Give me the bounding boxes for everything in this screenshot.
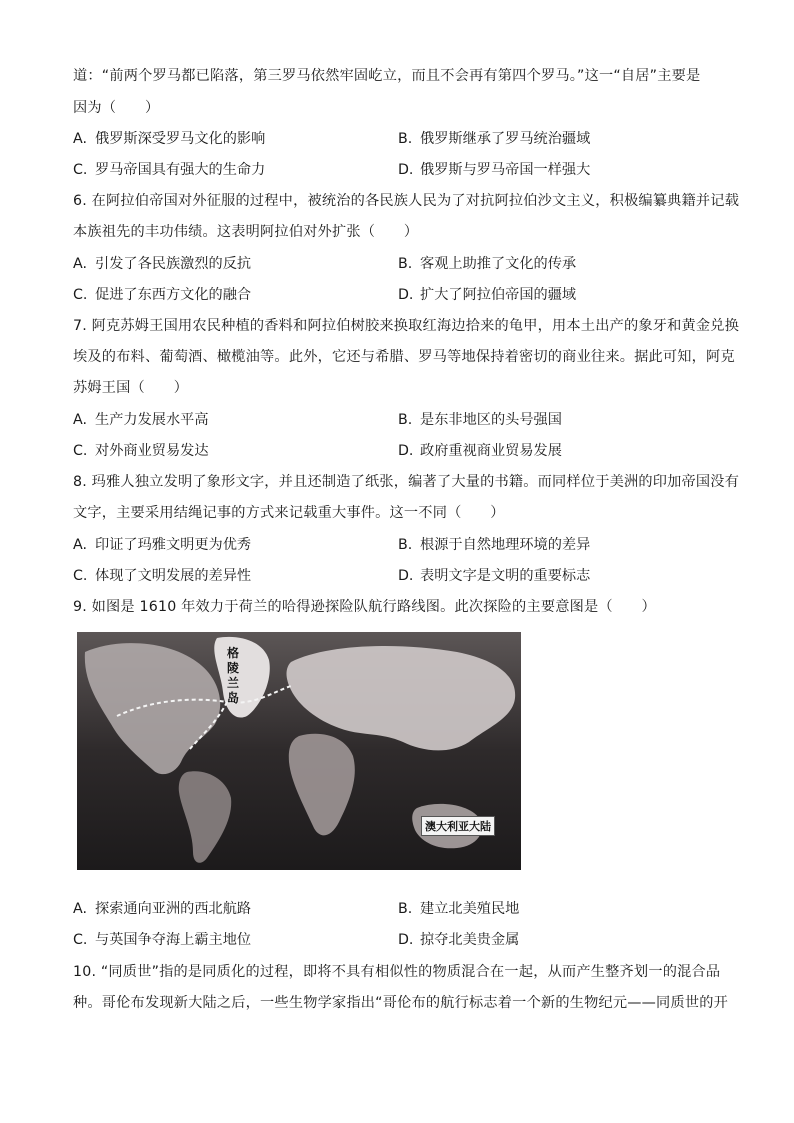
q7-stem-line-1: 7. 阿克苏姆王国用农民种植的香料和阿拉伯树胶来换取红海边拾来的龟甲，用本土出产的象牙和黄金兑换 [73,318,740,334]
q7-option-b[interactable]: B. 是东非地区的头号强国 [398,412,562,428]
q5-option-a[interactable]: A. 俄罗斯深受罗马文化的影响 [73,131,266,147]
q8-option-c[interactable]: C. 体现了文明发展的差异性 [73,568,252,584]
q5-stem-line-1: 道：“前两个罗马都已陷落，第三罗马依然牢固屹立，而且不会再有第四个罗马。”这一“自居”主要是 [73,68,701,84]
q10-stem-line-2: 种。哥伦布发现新大陆之后，一些生物学家指出“哥伦布的航行标志着一个新的生物纪元——同质世的开 [73,995,728,1011]
q9-option-c[interactable]: C. 与英国争夺海上霸主地位 [73,932,252,948]
q6-option-d[interactable]: D. 扩大了阿拉伯帝国的疆域 [398,287,577,303]
q8-option-b[interactable]: B. 根源于自然地理环境的差异 [398,537,591,553]
map-label-greenland: 格陵兰岛 [227,646,240,705]
map-label-australia: 澳大利亚大陆 [421,816,495,836]
q6-stem-line-1: 6. 在阿拉伯帝国对外征服的过程中，被统治的各民族人民为了对抗阿拉伯沙文主义，积极编纂典籍并记载 [73,193,740,209]
q6-option-c[interactable]: C. 促进了东西方文化的融合 [73,287,252,303]
q10-stem-line-1: 10. “同质世”指的是同质化的过程，即将不具有相似性的物质混合在一起，从而产生整齐划一的混合品 [73,964,721,980]
q9-option-d[interactable]: D. 掠夺北美贵金属 [398,932,520,948]
q9-option-b[interactable]: B. 建立北美殖民地 [398,901,520,917]
q5-option-b[interactable]: B. 俄罗斯继承了罗马统治疆域 [398,131,591,147]
q5-stem-line-2: 因为（ ） [73,100,160,116]
q9-option-a[interactable]: A. 探索通向亚洲的西北航路 [73,901,252,917]
hudson-route-map [77,632,521,870]
q8-stem-line-2: 文字，主要采用结绳记事的方式来记载重大事件。这一不同（ ） [73,505,505,521]
q8-option-d[interactable]: D. 表明文字是文明的重要标志 [398,568,591,584]
q7-option-a[interactable]: A. 生产力发展水平高 [73,412,209,428]
q7-stem-line-2: 埃及的布料、葡萄酒、橄榄油等。此外，它还与希腊、罗马等地保持着密切的商业往来。据此可知，阿克 [73,349,735,365]
q6-option-b[interactable]: B. 客观上助推了文化的传承 [398,256,577,272]
q8-option-a[interactable]: A. 印证了玛雅文明更为优秀 [73,537,252,553]
q5-option-d[interactable]: D. 俄罗斯与罗马帝国一样强大 [398,162,591,178]
q7-option-d[interactable]: D. 政府重视商业贸易发展 [398,443,562,459]
q5-option-c[interactable]: C. 罗马帝国具有强大的生命力 [73,162,266,178]
q7-stem-line-3: 苏姆王国（ ） [73,380,189,396]
q7-option-c[interactable]: C. 对外商业贸易发达 [73,443,209,459]
q9-stem-line-1: 9. 如图是 1610 年效力于荷兰的哈得逊探险队航行路线图。此次探险的主要意图是（ ） [73,599,656,615]
q6-stem-line-2: 本族祖先的丰功伟绩。这表明阿拉伯对外扩张（ ） [73,224,419,240]
q6-option-a[interactable]: A. 引发了各民族激烈的反抗 [73,256,252,272]
q8-stem-line-1: 8. 玛雅人独立发明了象形文字，并且还制造了纸张，编著了大量的书籍。而同样位于美洲的印加帝国没有 [73,474,740,490]
